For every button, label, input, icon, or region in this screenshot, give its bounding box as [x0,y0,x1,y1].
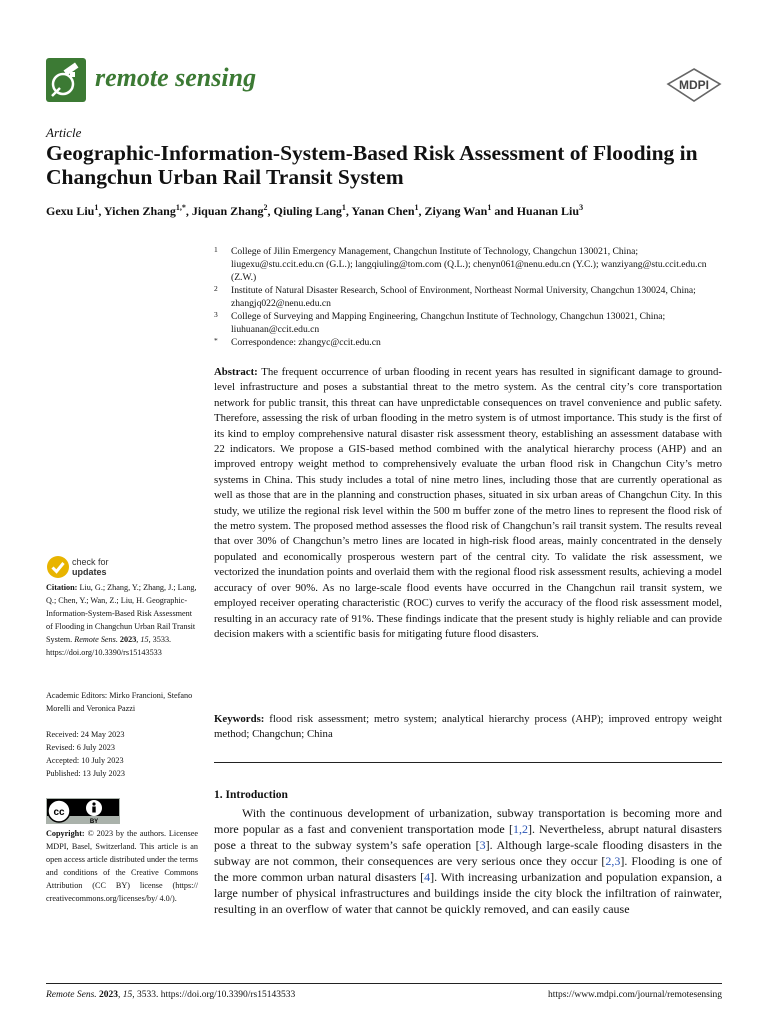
date-published: Published: 13 July 2023 [46,769,125,778]
journal-name: remote sensing [95,63,257,92]
citation-link[interactable]: 1,2 [512,822,528,836]
citation-link[interactable]: 3 [479,838,486,852]
affiliations [214,245,724,349]
introduction-paragraph: With the continuous development of urbanization, subway transportation is becoming more and more popular as a fast and convenient transportation mode [1,2]. Nevertheless, abrupt natural disasters pose a threat to the subway system’s safe operation [3]. Although large-scale flooding disasters in the subway are not common, their consequences are very serious once they occur [2,3]. Flooding is one of the more common urban natural disasters [4]. With increasing urbanization and population expansion, a large number of physical infrastructures and buildings inside the city block the infiltration of rainwater, resulting in an overflow of water that cannot be quickly removed, and can easily cause [214,806,722,916]
author-name[interactable]: Gexu Liu [46,204,95,218]
author-affiliation-marker: 1,* [175,203,186,212]
check-for-updates-icon [46,555,70,579]
citation-link[interactable]: 4 [424,870,431,884]
abstract [214,365,722,642]
publication-dates [46,728,198,780]
author-affiliation-marker: 1 [414,203,419,212]
date-accepted: Accepted: 10 July 2023 [46,756,124,765]
remote-sensing-logo-icon [46,58,86,102]
author-name[interactable]: Yanan Chen [351,204,415,218]
author-affiliation-marker: 1 [487,203,492,212]
date-revised: Revised: 6 July 2023 [46,743,115,752]
cc-by-label: BY [89,819,99,824]
affiliation-item: 3 College of Surveying and Mapping Engineering, Changchun Institute of Technology, Changchun 130021, China; liuhuanan@ccit.edu.cn [214,310,666,335]
date-received: Received: 24 May 2023 [46,730,125,739]
check-updates-line2: updates [72,567,107,577]
author-name[interactable]: Ziyang Wan [424,204,488,218]
author-affiliation-marker: 1 [94,203,99,212]
footer-citation: Remote Sens. 2023, 15, 3533. https://doi.org/10.3390/rs15143533 [46,990,296,1000]
author-name[interactable]: Yichen Zhang [103,204,176,218]
mdpi-logo-text: MDPI [679,78,709,92]
check-for-updates-badge[interactable] [46,555,146,581]
academic-editors: Academic Editors: Mirko Francioni, Stefano Morelli and Veronica Pazzi [46,691,193,713]
section-heading-introduction: 1. Introduction [214,789,288,801]
citation-label: Citation: [46,583,78,592]
footer-divider [46,983,722,984]
author-name[interactable]: Huanan Liu [516,204,580,218]
author-list: Gexu Liu$^1$, Yichen Zhang$^{1,*}$, Jiquan Zhang$^2$, Qiuling Lang$^1$, Yanan Chen$^1$, Ziyang Wan$^1$ and Huanan Liu$^3$ [46,203,584,218]
svg-text:cc: cc [53,807,65,818]
keywords [214,712,722,743]
abstract-label: Abstract: [214,366,258,378]
keywords-label: Keywords: [214,713,265,725]
author-affiliation-marker: 3 [579,203,584,212]
affiliation-item: 2 Institute of Natural Disaster Research, School of Environment, Northeast Normal University, Changchun 130024, China; zhangjq022@nenu.edu.cn [214,284,696,309]
author-name[interactable]: Jiquan Zhang [191,204,264,218]
copyright-notice: Copyright: © 2023 by the authors. Licensee MDPI, Basel, Switzerland. This article is an open access article distributed under the terms and conditions of the Creative Commons Attribution (CC BY) license (https:// creativecommons.org/licenses/by/ 4.0/). [46,829,199,903]
article-type-label: Article [46,125,82,140]
author-affiliation-marker: 1 [341,203,346,212]
footer-journal-url[interactable]: https://www.mdpi.com/journal/remotesensing [547,990,722,1000]
mdpi-logo-icon [666,68,722,102]
abstract-text: The frequent occurrence of urban flooding in recent years has resulted in significant damage to ground-level infrastructure and poses a substantial threat to the metro system. As the central city’s core transportation network for public transit, this threat can have unpredictable consequences on travel convenience and public safety. Therefore, assessing the risk of urban flooding in the metro system is of utmost importance. This study is the first of its kind to employ comprehensive natural disaster risk assessment theory, establishing an assessment database with 22 indicators. We propose a GIS-based method combined with the analytical hierarchy process (AHP) and an improved entropy weight method to comprehensively evaluate the urban flood risk in Changchun City’s metro systems in China. This study includes a total of nine metro lines, including those that are currently operational as well as those that are in the planning and construction phases, situated in six urban areas of Changchun City. In this study, we utilize the regional risk level within the 500 m buffer zone of the metro lines to represent the flood risk of the metro system. The proposed method assesses the flood risk of Changchun’s rail transit system. The results reveal that over 30% of Changchun’s metro lines are located in high-risk flood areas, mainly concentrated in the densely populated and economically prosperous western part of the central city. To validate the risk assessment, we vectorized the inundation points and overlaid them with the regional flood risk assessment results, achieving a model accuracy of over 90%. As no large-scale flood events have occurred in the Changchun rail transit system, we employed receiver operating characteristic (ROC) curves to verify the accuracy of the flood risk assessment model, resulting in an accuracy rate of 91%. These findings indicate that the present study is highly reliable and can provide decision makers with a scientific basis for mitigating future flood disasters. [214,366,722,640]
author-affiliation-marker: 2 [263,203,268,212]
cc-by-license-icon[interactable] [46,798,120,824]
affiliation-item: 1 College of Jilin Emergency Management, Changchun Institute of Technology, Changchun 130021, China; liugexu@stu.ccit.edu.cn (G.L.); langqiuling@tom.com (Q.L.); chenyn061@nenu.edu.cn (Y.C.); wanziyang@stu.ccit.edu.cn (Z.W.) [214,245,707,283]
article-title: Geographic-Information-System-Based Risk Assessment of Flooding in Changchun Urban Rail Transit System [46,141,698,189]
citation-box: Citation: Liu, G.; Zhang, Y.; Zhang, J.; Lang, Q.; Chen, Y.; Wan, Z.; Liu, H. Geographic-Information-System-Based Risk Assessment of Flooding in Changchun Urban Rail Transit System. Remote Sens. 2023, 15, 3533. https://doi.org/10.3390/rs15143533 [46,583,197,657]
section-divider [214,762,722,763]
keywords-text: flood risk assessment; metro system; analytical hierarchy process (AHP); improved entropy weight method; Changchun; China [214,713,722,741]
citation-link[interactable]: 2,3 [605,854,621,868]
copyright-label: Copyright: [46,829,85,838]
author-name[interactable]: Qiuling Lang [273,204,342,218]
affiliation-item: * Correspondence: zhangyc@ccit.edu.cn [214,336,381,348]
check-updates-line1: check for [72,557,109,567]
